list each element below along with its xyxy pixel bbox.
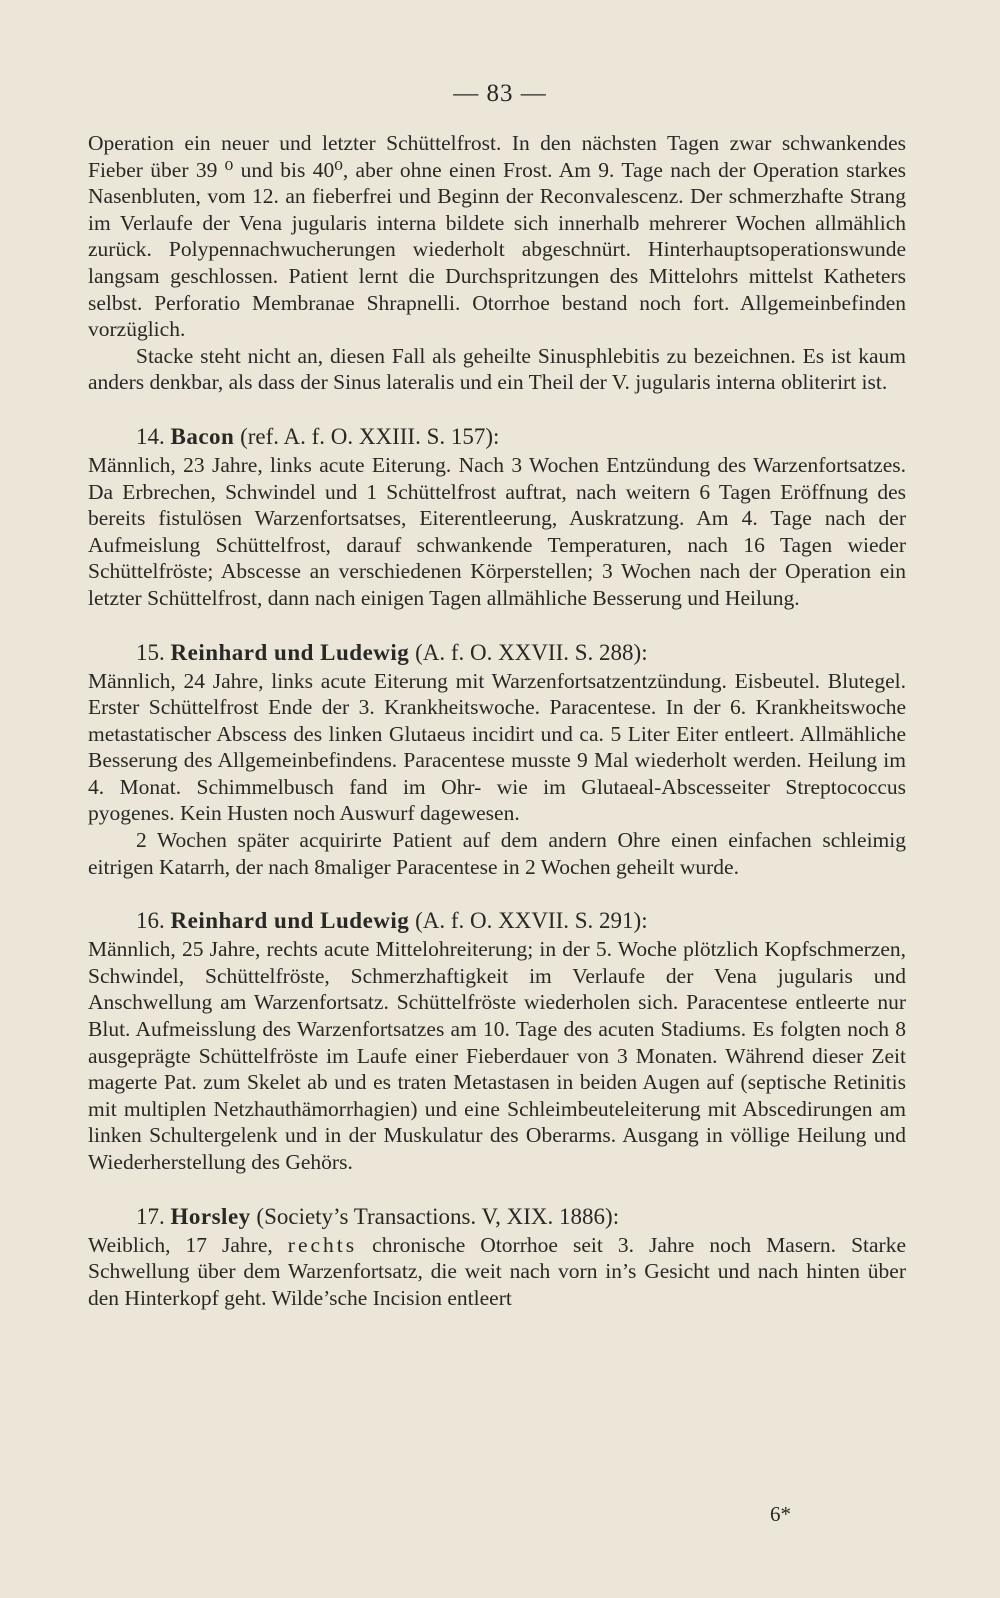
case-15-text: Männlich, 24 Jahre, links acute Eiterung mit Warzenfortsatzentzündung. Eisbeutel. Blutegel. Erster Schüttelfrost Ende der 3. Krankheitswoche. Paracentese. In der 6. Krankheitswoche metastatischer Abscess des linken Glutaeus incidirt und ca. 5 Liter Eiter entleert. Allmähliche Besserung des Allgemeinbefindens. Paracentese musste 9 Mal wiederholt werden. Heilung im 4. Monat. Schimmelbusch fand im Ohr- wie im Glutaeal-Abscesseiter Streptococcus pyogenes. Kein Husten noch Auswurf dagewesen. (88, 668, 906, 826)
case-reference: (A. f. O. XXVII. S. 288): (415, 639, 648, 665)
case-number: 15. (136, 639, 165, 665)
case-number: 17. (136, 1203, 165, 1229)
case-author: Reinhard und Ludewig (170, 639, 410, 665)
case-17-heading (88, 1202, 906, 1232)
signature-mark: 6* (770, 1502, 791, 1526)
page-number: — 83 — (453, 80, 547, 107)
case-14-heading (88, 422, 906, 452)
case-17-text-emphasis: rechts (287, 1232, 358, 1257)
case-16-text: Männlich, 25 Jahre, rechts acute Mittelohreiterung; in der 5. Woche plötzlich Kopfschmerzen, Schwindel, Schüttelfröste, Schmerzhaftigkeit im Verlaufe der Vena jugularis und Anschwellung am Warzenfortsatz. Schüttelfröste wiederholen sich. Paracentese entleerte nur Blut. Aufmeisslung des Warzenfortsatzes am 10. Tage des acuten Stadiums. Es folgten noch 8 ausgeprägte Schüttelfröste im Laufe einer Fieberdauer von 3 Monaten. Während dieser Zeit magerte Pat. zum Skelet ab und es traten Metastasen in beiden Augen auf (septische Retinitis mit multiplen Netzhauthämorrhagien) und eine Schleimbeuteleiterung mit Abscedirungen am linken Schultergelenk und in der Muskulatur des Oberarms. Ausgang in völlige Heilung und Wiederherstellung des Gehörs. (88, 937, 906, 1174)
case-15-text-continued: 2 Wochen später acquirirte Patient auf dem andern Ohre einen einfachen schleimig eitrigen Katarrh, der nach 8maliger Paracentese in 2 Wochen geheilt wurde. (88, 828, 906, 879)
case-author: Reinhard und Ludewig (170, 908, 410, 934)
case-number: 16. (136, 908, 165, 934)
case-17-text-start: Weiblich, 17 Jahre, (88, 1232, 273, 1257)
case-author: Horsley (170, 1203, 251, 1229)
stacke-paragraph: Stacke steht nicht an, diesen Fall als geheilte Sinusphlebitis zu bezeichnen. Es ist kaum anders denkbar, als dass der Sinus lateralis und ein Theil der V. jugularis interna obliterirt ist. (88, 343, 906, 395)
case-reference: (Society’s Transactions. V, XIX. 1886): (256, 1203, 620, 1229)
case-17-text (88, 1232, 906, 1312)
intro-paragraph: Operation ein neuer und letzter Schüttelfrost. In den nächsten Tagen zwar schwankendes Fieber über 39 ⁰ und bis 40⁰, aber ohne einen Frost. Am 9. Tage nach der Operation starkes Nasenbluten, vom 12. an fieberfrei und Beginn der Reconvalescenz. Der schmerzhafte Strang im Verlaufe der Vena jugularis interna bildete sich innerhalb mehrerer Wochen allmählich zurück. Polypennachwucherungen wiederholt abgeschnürt. Hinterhauptsoperationswunde langsam geschlossen. Patient lernt die Durchspritzungen des Mittelohrs mittelst Katheters selbst. Perforatio Membranae Shrapnelli. Otorrhoe bestand noch fort. Allgemeinbefinden vorzüglich. (88, 131, 906, 342)
case-17-text-end: chronische Otorrhoe seit 3. Jahre noch Masern. Starke Schwellung über dem Warzenfortsatz, die weit nach vorn in’s Gesicht und nach hinten über den Hinterkopf geht. Wilde’sche Incision entleert (88, 1232, 907, 1310)
case-15-heading (88, 638, 906, 668)
case-reference: (ref. A. f. O. XXIII. S. 157): (240, 423, 500, 449)
case-reference: (A. f. O. XXVII. S. 291): (415, 908, 648, 934)
case-14-text: Männlich, 23 Jahre, links acute Eiterung. Nach 3 Wochen Entzündung des Warzenfortsatzes. Da Erbrechen, Schwindel und 1 Schüttelfrost auftrat, nach weitern 6 Tagen Eröffnung des bereits fistulösen Warzenfortsatses, Eiterentleerung, Auskratzung. Am 4. Tage nach der Aufmeislung Schüttelfrost, darauf schwankende Temperaturen, nach 16 Tagen wieder Schüttelfröste; Abscesse an verschiedenen Körperstellen; 3 Wochen nach der Operation ein letzter Schüttelfrost, dann nach einigen Tagen allmähliche Besserung und Heilung. (88, 452, 906, 610)
page-body (88, 130, 906, 1311)
case-author: Bacon (170, 423, 235, 449)
case-16-heading (88, 906, 906, 936)
case-number: 14. (136, 423, 165, 449)
